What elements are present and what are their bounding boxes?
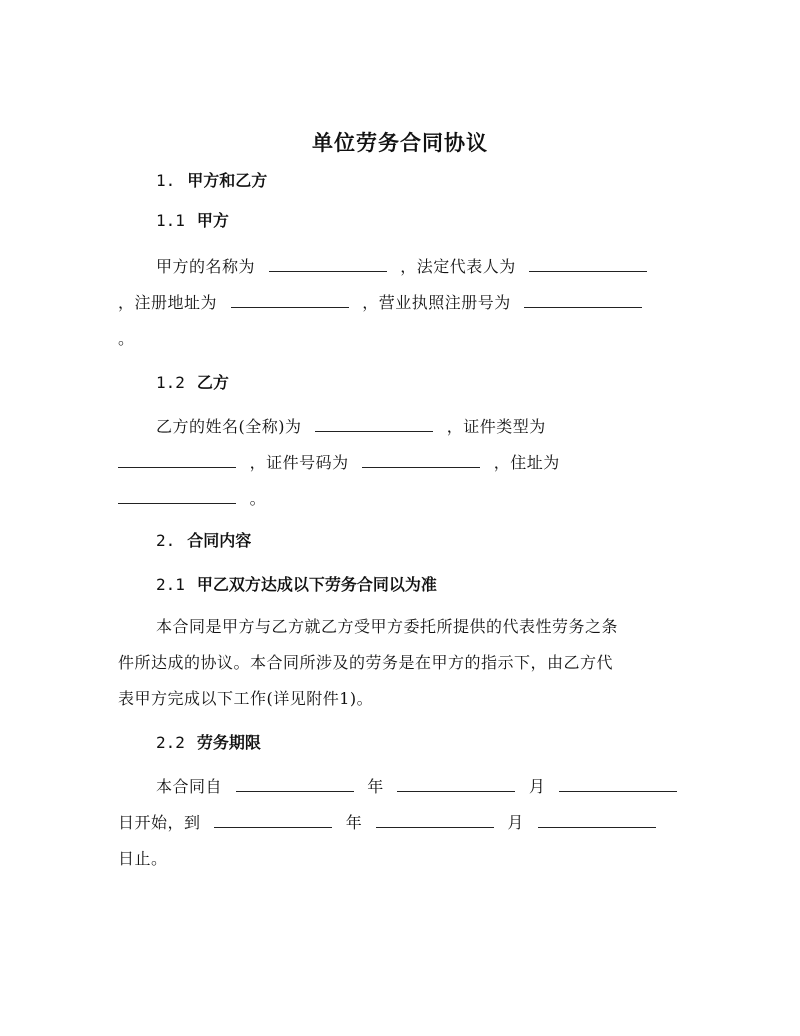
term-line-1 [156,774,685,797]
section-heading-2 [156,528,251,551]
license-no-label: ，营业执照注册号为 [362,293,511,312]
term-end-label: 日开始，到 [118,813,201,832]
section-title: 甲方和乙方 [187,171,268,190]
section-title: 甲乙双方达成以下劳务合同以为准 [196,575,437,594]
section-heading-2-1 [156,572,437,595]
section-heading-1 [156,168,267,191]
section-heading-2-2 [156,730,261,753]
end-month-blank[interactable] [376,813,494,828]
end-year-blank[interactable] [214,813,332,828]
start-day-blank[interactable] [559,777,677,792]
section-title: 乙方 [196,373,229,392]
reg-address-label: ，注册地址为 [118,293,218,312]
section-number: 2. [156,531,176,550]
section-number: 1. [156,171,176,190]
contract-para-line-2: 件所达成的协议。本合同所涉及的劳务是在甲方的指示下，由乙方代 [118,653,614,672]
section-title: 劳务期限 [196,733,261,752]
end-day-blank[interactable] [538,813,656,828]
term-start-label: 本合同自 [156,777,223,796]
section-title: 合同内容 [187,531,252,550]
section-number: 1.1 [156,211,185,230]
party-a-name-blank[interactable] [269,257,387,272]
party-a-line-2 [118,290,650,313]
id-number-label: ，证件号码为 [249,453,349,472]
party-b-line-3 [118,486,266,509]
legal-rep-blank[interactable] [529,257,647,272]
period-mark: 。 [249,489,267,508]
id-type-blank[interactable] [118,453,236,468]
start-month-blank[interactable] [397,777,515,792]
party-a-name-label: 甲方的名称为 [156,257,256,276]
party-b-name-blank[interactable] [315,417,433,432]
section-heading-1-1 [156,208,229,231]
term-line-3: 日止。 [118,849,168,868]
start-year-blank[interactable] [236,777,354,792]
section-heading-1-2 [156,370,229,393]
legal-rep-label: ，法定代表人为 [400,257,516,276]
party-b-line-2 [118,450,560,473]
address-blank[interactable] [118,489,236,504]
party-a-line-3 [118,326,135,349]
party-b-name-label: 乙方的姓名(全称)为 [156,417,302,436]
section-number: 1.2 [156,373,185,392]
contract-para-line-1: 本合同是甲方与乙方就乙方受甲方委托所提供的代表性劳务之条 [156,617,619,636]
period-mark: 。 [118,329,135,348]
document-title: 单位劳务合同协议 [312,130,488,155]
year-label: 年 [367,777,384,796]
party-b-line-1 [156,414,546,437]
id-type-label: ，证件类型为 [446,417,546,436]
month-label: 月 [528,777,546,796]
license-no-blank[interactable] [524,293,642,308]
party-a-line-1 [156,254,655,277]
month-label: 月 [507,813,524,832]
id-number-blank[interactable] [362,453,480,468]
term-line-2 [118,810,664,833]
address-label: ，住址为 [493,453,560,472]
year-label: 年 [345,813,363,832]
section-title: 甲方 [196,211,229,230]
reg-address-blank[interactable] [231,293,349,308]
section-number: 2.2 [156,733,185,752]
contract-para-line-3: 表甲方完成以下工作(详见附件1)。 [118,689,374,708]
section-number: 2.1 [156,575,185,594]
